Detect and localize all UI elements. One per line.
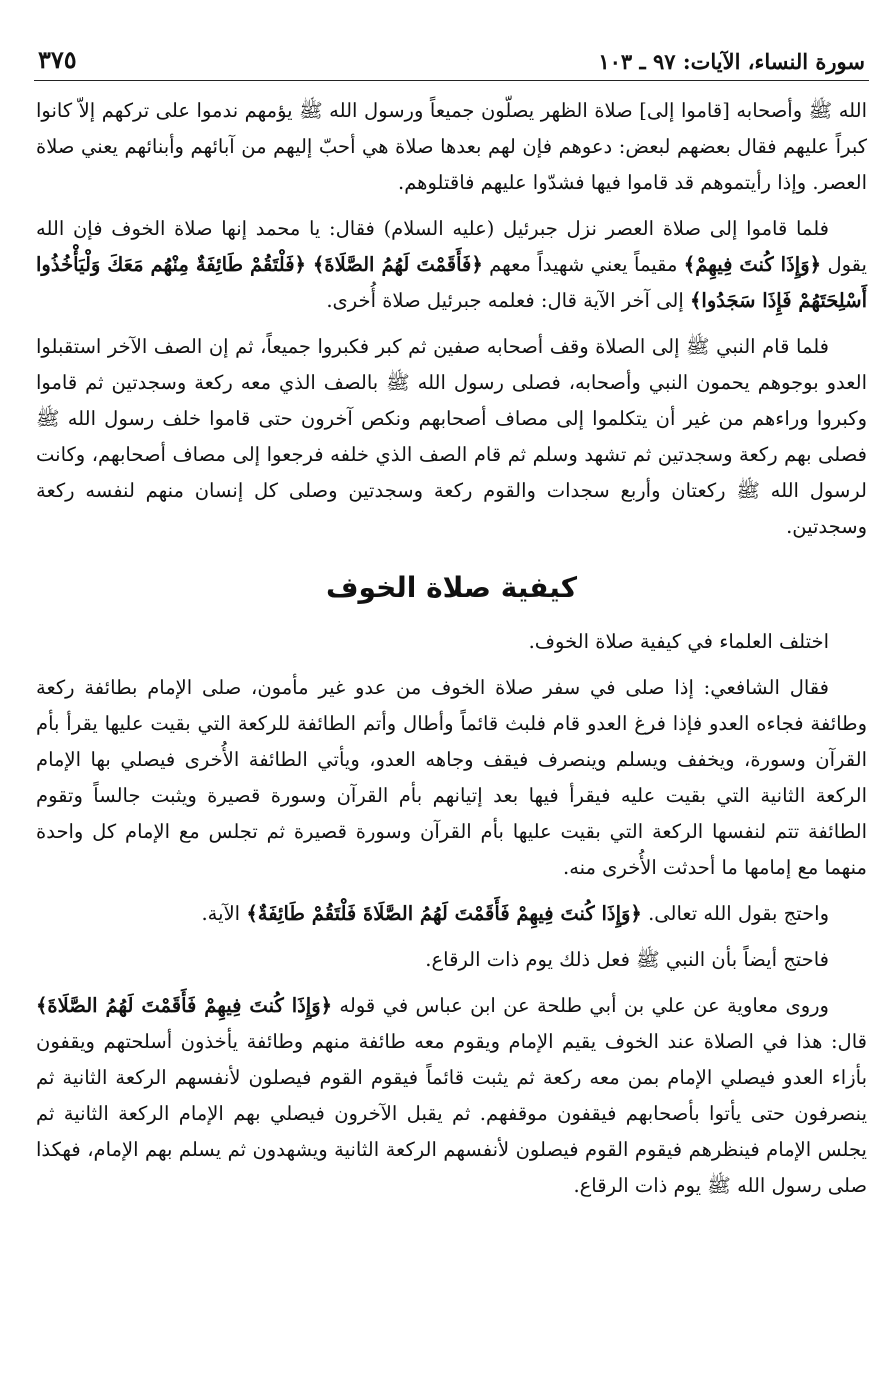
paragraph-6 [34,896,869,932]
page-number: ٣٧٥ [38,45,77,74]
paragraph-1: الله ﷺ وأصحابه [قاموا إلى] صلاة الظهر يصلّون جميعاً ورسول الله ﷺ يؤمهم ندموا على تركهم إلاّ كانوا كبراً عليهم فقال بعضهم لبعض: دعوهم فإن لهم بعدها صلاة هي أحبّ إليهم من آبائهم وأبنائهم يعني صلاة العصر. وإذا رأيتموهم قد قاموا فيها فشدّوا عليهم فاقتلوهم. [36,99,867,194]
running-title: سورة النساء، الآيات: ٩٧ ـ ١٠٣ [598,49,865,74]
quran-quote-3: ﴿وَإِذَا كُنتَ فِيهِمْ فَأَقَمْتَ لَهُمُ الصَّلَاةَ فَلْتَقُمْ طَائِفَةٌ﴾ [246,902,642,925]
paragraph-2-text-c: إلى آخر الآية قال: فعلمه جبرئيل صلاة أُخرى. [326,289,684,312]
page-header [34,40,869,81]
paragraph-8-text-a: وروى معاوية عن علي بن أبي طلحة عن ابن عباس في قوله [339,994,829,1017]
paragraph-3: فلما قام النبي ﷺ إلى الصلاة وقف أصحابه صفين ثم كبر فكبروا جميعاً، ثم إن الصف الآخر استقبلوا العدو بوجوهم يحمون النبي وأصحابه، فصلى رسول الله ﷺ بالصف الذي معه ركعة وسجدتين ثم قاموا وكبروا وراءهم من غير أن يتكلموا إلى مصاف أصحابهم ونكص آخرون حتى قاموا خلف رسول الله ﷺ فصلى بهم ركعة وسجدتين ثم تشهد وسلم ثم قام الصف الذي خلفه فرجعوا إلى مصاف أصحابهم، وكانت لرسول الله ﷺ ركعتان وأربع سجدات والقوم ركعة وسجدتين وصلى كل إنسان منهم لنفسه ركعة وسجدتين. [36,335,867,538]
paragraph-2-text-a: فلما قاموا إلى صلاة العصر نزل جبرئيل (عليه السلام) فقال: يا محمد إنها صلاة الخوف فإن الله يقول [36,217,867,276]
section-heading: كيفية صلاة الخوف [326,571,577,604]
paragraph-6-text-b: الآية. [201,902,241,925]
paragraph-6-text-a: واحتج بقول الله تعالى. [648,902,829,925]
quran-quote-1: ﴿وَإِذَا كُنتَ فِيهِمْ﴾ [683,253,822,276]
quran-quote-2: ﴿فَأَقَمْتَ لَهُمُ الصَّلَاةَ﴾ ﴿فَلْتَقُمْ طَائِفَةٌ مِنْهُم مَعَكَ وَلْيَأْخُذُوا أَسْلِحَتَهُمْ فَإِذَا سَجَدُوا﴾ [36,253,867,312]
paragraph-8 [34,988,869,1204]
paragraph-5: فقال الشافعي: إذا صلى في سفر صلاة الخوف من عدو غير مأمون، صلى الإمام بطائفة ركعة وطائفة فجاءه العدو فإذا فرغ العدو قام فلبث قائماً وأطال وأتم الطائفة للركعة التي بقيت عليها يقرأ بأم القرآن وسورة، ويخفف ويسلم وينصرف فيقف وجاهه العدو، ويأتي الطائفة الأُخرى فيصلي بها الإمام الركعة الثانية التي بقيت عليه فيقرأ فيها بعد إتيانهم بأم القرآن وسورة قصيرة ويثبت جالساً وتقوم الطائفة تتم لنفسها الركعة التي بقيت عليها بأم القرآن وسورة قصيرة ثم تجلس مع الإمام كل واحدة منهما مع إمامها ما أحدثت الأُخرى منه. [36,676,867,879]
book-page [34,40,869,1204]
paragraph-4: اختلف العلماء في كيفية صلاة الخوف. [528,630,829,653]
paragraph-2 [34,211,869,319]
paragraph-8-text-b: قال: هذا في الصلاة عند الخوف يقيم الإمام ويقوم معه طائفة منهم وطائفة يأخذون أسلحتهم ويقفون بأزاء العدو فيصلي الإمام بمن معه ركعة ثم يثبت قائماً فيقوم القوم فيصلون لأنفسهم الركعة الثانية ثم ينصرفون حتى يأتوا بأصحابهم فيقفون موقفهم. ثم يقبل الآخرون فيصلي بهم الإمام الركعة الثانية ثم يجلس الإمام فينظرهم فيقوم القوم فيصلون لأنفسهم الركعة الثانية ويشهدون ثم يسلم بهم الإمام، فهكذا صلى رسول الله ﷺ يوم ذات الرقاع. [36,1030,867,1197]
quran-quote-4: ﴿وَإِذَا كُنتَ فِيهِمْ فَأَقَمْتَ لَهُمُ الصَّلَاةَ﴾ [36,994,333,1017]
paragraph-7: فاحتج أيضاً بأن النبي ﷺ فعل ذلك يوم ذات الرقاع. [425,948,829,971]
paragraph-2-text-b: مقيماً يعني شهيداً معهم [489,253,678,276]
